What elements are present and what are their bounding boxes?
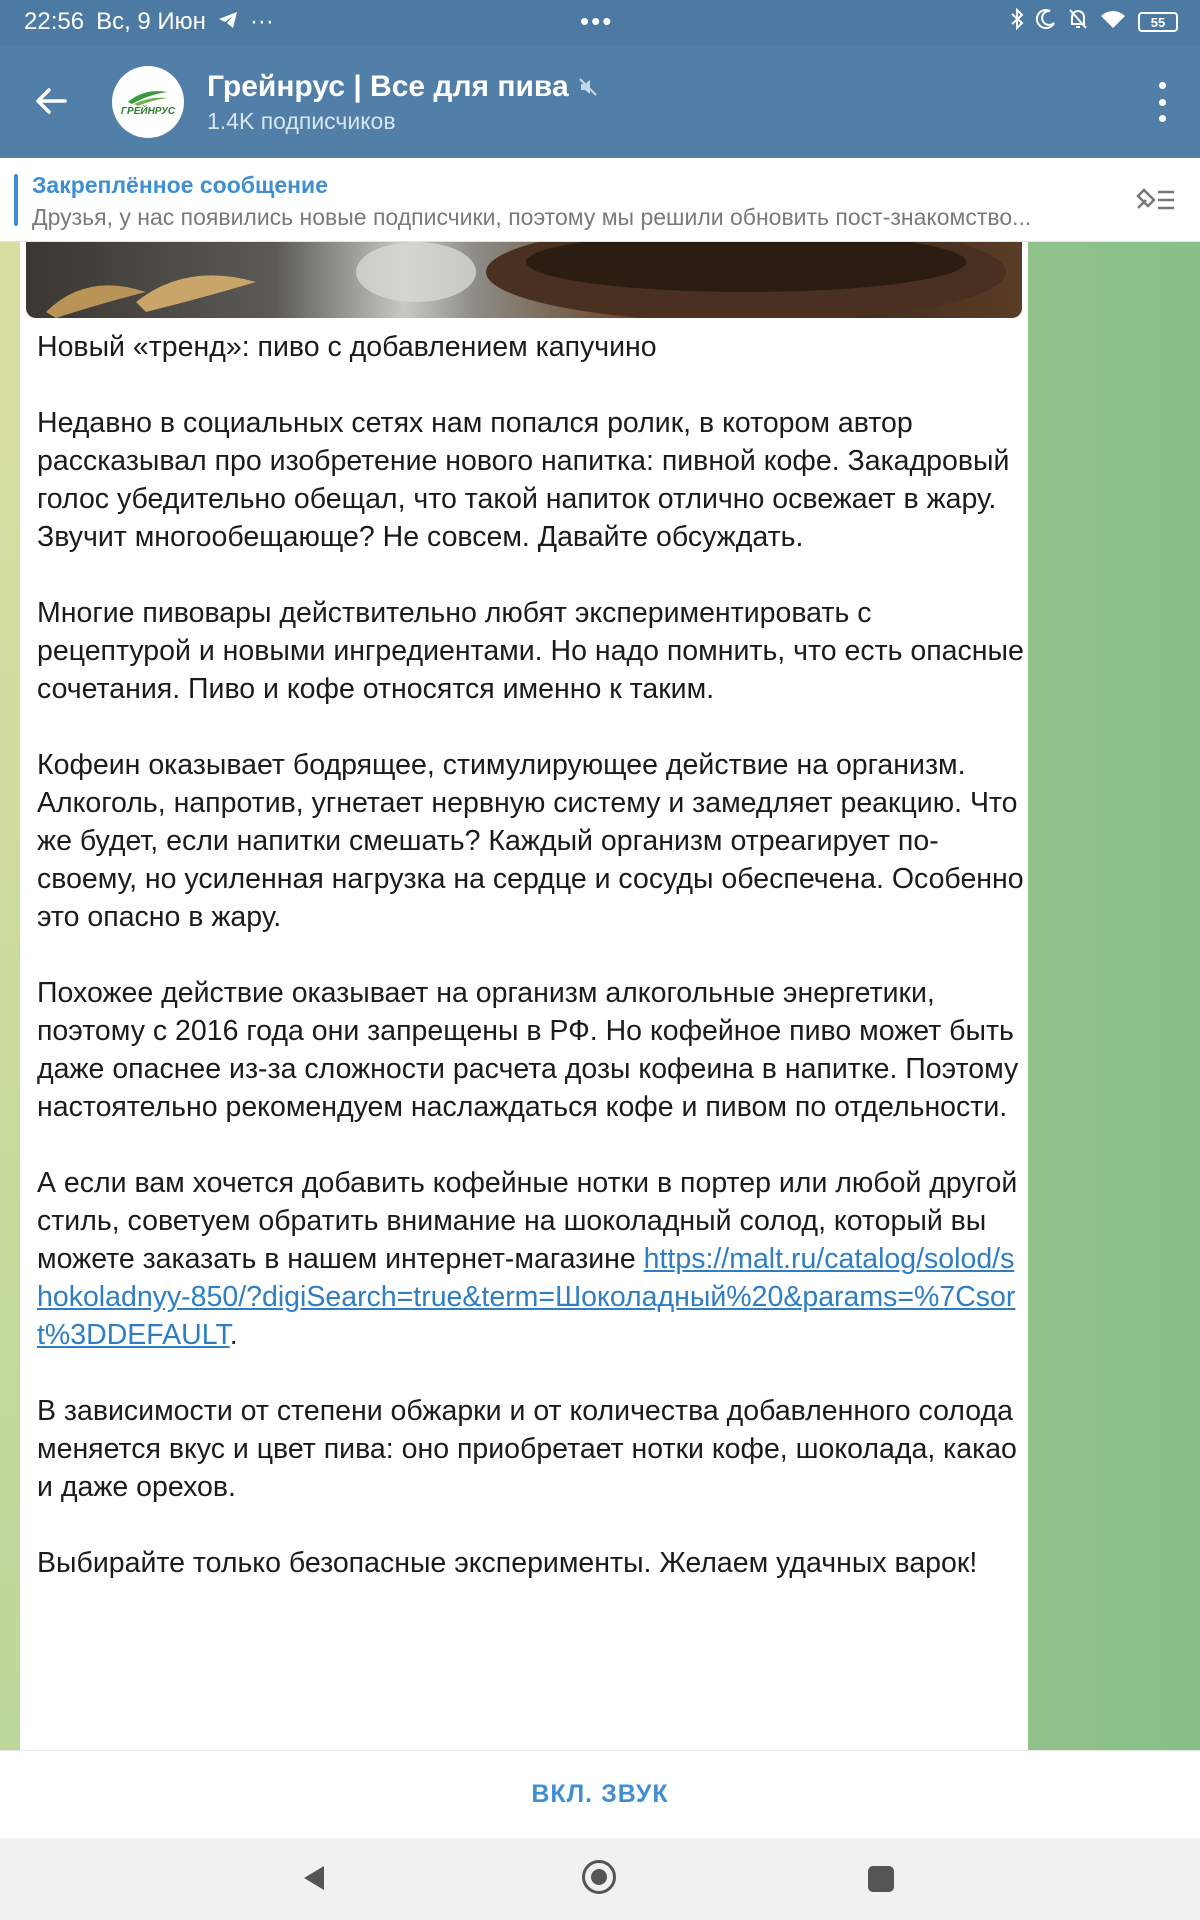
bluetooth-icon (1010, 8, 1024, 36)
pinned-list-button[interactable] (1134, 180, 1178, 220)
back-button[interactable] (26, 76, 76, 126)
status-right (1010, 8, 1178, 36)
moon-icon (1036, 9, 1056, 35)
status-time: 22:56 (24, 8, 85, 35)
telegram-icon (218, 8, 238, 36)
message-paragraph (37, 1164, 1027, 1354)
paragraph-text: А если вам хочется добавить кофейные нотки в портер или любой другой стиль, советуем обратить внимание на шоколадный солод, который вы можете заказать в нашем интернет-магазине (37, 1167, 1018, 1275)
chat-background-strip (0, 242, 20, 1750)
message-image[interactable] (26, 242, 1022, 318)
triangle-back-icon (302, 1864, 326, 1892)
muted-icon (579, 78, 597, 96)
message-paragraph: В зависимости от степени обжарки и от количества добавленного солода меняется вкус и цвет пива: оно приобретает нотки кофе, шоколада, какао и даже орехов. (37, 1395, 1017, 1503)
message-text (37, 328, 1027, 1620)
status-left (24, 8, 274, 36)
message-paragraph: Многие пивовары действительно любят экспериментировать с рецептурой и новыми ингредиентами. Но надо помнить, что есть опасные сочетания. Пиво и кофе относятся именно к таким. (37, 597, 1024, 705)
chat-background (0, 242, 1200, 1750)
home-dot-icon (591, 1869, 607, 1885)
message-bubble[interactable] (20, 242, 1028, 1750)
channel-name: Грейнрус | Все для пива (207, 70, 569, 103)
channel-avatar[interactable] (112, 66, 184, 138)
chat-header (0, 46, 1200, 158)
battery-icon: 55 (1138, 12, 1178, 32)
unmute-label: ВКЛ. ЗВУК (531, 1780, 669, 1808)
nav-recents-button[interactable] (868, 1866, 894, 1892)
dot-icon (1159, 99, 1166, 106)
leaf-logo-icon (124, 88, 172, 106)
pinned-text: Друзья, у нас появились новые подписчики, поэтому мы решили обновить пост-знакомство... (32, 204, 1032, 230)
nav-back-button[interactable] (302, 1864, 326, 1897)
dot-icon (1159, 115, 1166, 122)
bell-off-icon (1068, 8, 1088, 36)
status-more: ··· (249, 8, 274, 35)
status-date: Вс, 9 Июн (96, 8, 206, 35)
pinned-title: Закреплённое сообщение (32, 172, 328, 198)
channel-title[interactable] (207, 70, 597, 104)
message-paragraph: Кофеин оказывает бодрящее, стимулирующее действие на организм. Алкоголь, напротив, угнетает нервную систему и замедляет реакцию. Что же будет, если напитки смешать? Каждый организм отреагирует по-своему, но усиленная нагрузка на сердце и сосуды обеспечена. Особенно это опасно в жару. (37, 749, 1024, 933)
dot-icon (1159, 82, 1166, 89)
message-paragraph: Выбирайте только безопасные эксперименты. Желаем удачных варок! (37, 1547, 978, 1579)
message-paragraph: Недавно в социальных сетях нам попался ролик, в котором автор рассказывал про изобретение нового напитка: пивной кофе. Закадровый голос убедительно обещал, что такой напиток отлично освежает в жару. Звучит многообещающе? Не совсем. Давайте обсуждать. (37, 407, 1010, 553)
nav-home-button[interactable] (582, 1860, 616, 1894)
shop-link[interactable]: https://malt.ru/catalog/solod/shokoladnyy-850/?digiSearch=true&term=Шоколадный%20&params=%7Csort%3DDEFAULT (37, 1243, 1016, 1351)
message-paragraph: Похожее действие оказывает на организм алкогольные энергетики, поэтому с 2016 года они запрещены в РФ. Но кофейное пиво может быть даже опаснее из-за сложности расчета дозы кофеина в напитке. Поэтому настоятельно рекомендуем наслаждаться кофе и пивом по отдельности. (37, 977, 1019, 1123)
wifi-icon (1100, 9, 1126, 35)
status-center-dots: ••• (580, 6, 614, 36)
pin-list-icon (1134, 180, 1178, 220)
pinned-message-bar[interactable] (0, 158, 1200, 242)
arrow-left-icon (35, 87, 67, 115)
grain-photo (26, 242, 1022, 318)
system-nav-bar (0, 1838, 1200, 1920)
status-bar (0, 0, 1200, 46)
unmute-button[interactable] (0, 1750, 1200, 1838)
avatar-text: ГРЕЙНРУС (120, 105, 176, 117)
pinned-indicator (14, 174, 18, 226)
more-options-button[interactable] (1150, 82, 1174, 122)
paragraph-end: . (229, 1319, 238, 1351)
message-paragraph: Новый «тренд»: пиво с добавлением капучино (37, 331, 657, 363)
subscriber-count: 1.4K подписчиков (207, 108, 396, 134)
